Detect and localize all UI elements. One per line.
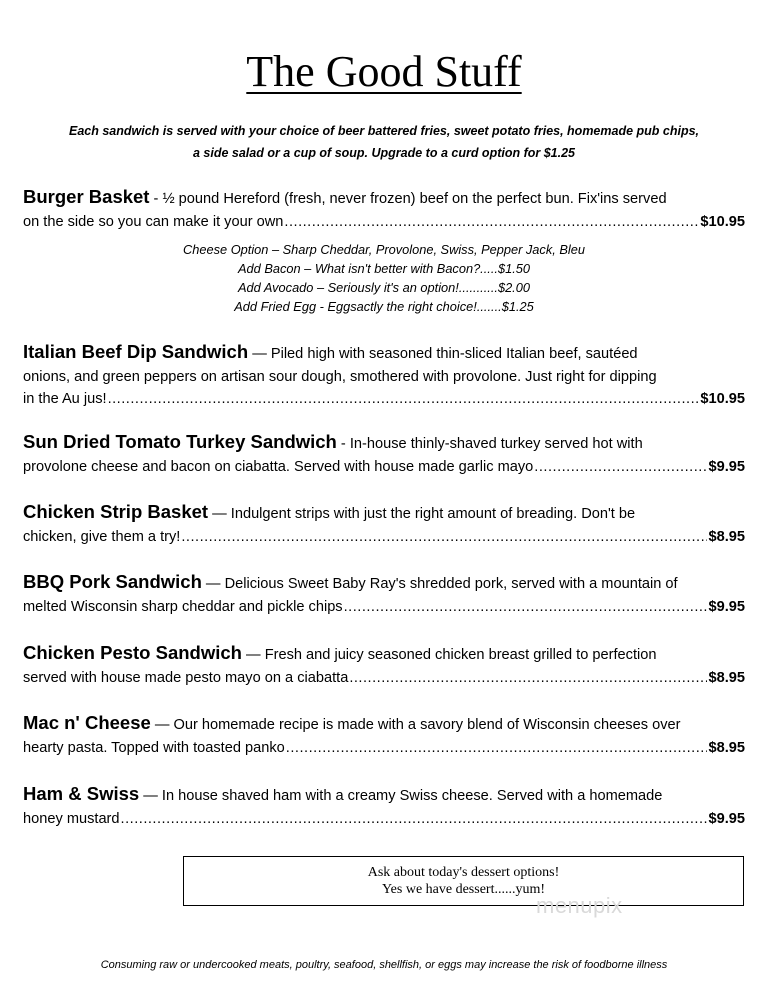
item-price: $8.95 — [708, 739, 745, 756]
item-name: Chicken Strip Basket — [23, 501, 209, 522]
menu-item-burger-basket — [23, 186, 745, 233]
item-price: $9.95 — [708, 458, 745, 475]
item-description: Piled high with seasoned thin-sliced Italian beef, sautéed — [270, 346, 638, 362]
menu-item-mac-n-cheese — [23, 712, 745, 759]
item-separator: - — [336, 436, 350, 452]
menu-item-bbq-pork-sandwich — [23, 571, 745, 618]
item-description-end: on the side so you can make it your own — [23, 213, 284, 230]
item-price: $8.95 — [708, 528, 745, 545]
item-description: In-house thinly-shaved turkey served hot with — [349, 436, 643, 452]
leader-dots — [344, 596, 708, 619]
item-separator: — — [248, 346, 271, 362]
sides-note-line-1: Each sandwich is served with your choice of beer battered fries, sweet potato fries, homemade pub chips, — [68, 124, 700, 138]
leader-dots — [108, 388, 700, 411]
item-name: Sun Dried Tomato Turkey Sandwich — [23, 431, 337, 452]
item-price: $10.95 — [700, 391, 745, 407]
item-description-mid: onions, and green peppers on artisan sour dough, smothered with provolone. Just right for dipping — [23, 368, 657, 385]
leader-dots — [284, 211, 699, 234]
leader-dots — [349, 667, 707, 690]
item-separator: - — [149, 191, 163, 207]
leader-dots — [534, 456, 707, 479]
item-description: In house shaved ham with a creamy Swiss cheese. Served with a homemade — [161, 788, 663, 804]
menu-title-text: The Good Stuff — [246, 47, 522, 96]
sides-note — [0, 120, 768, 164]
item-name: Burger Basket — [23, 186, 150, 207]
item-name: Ham & Swiss — [23, 783, 140, 804]
item-name: BBQ Pork Sandwich — [23, 571, 202, 592]
menu-item-chicken-pesto-sandwich — [23, 642, 745, 689]
item-description: ½ pound Hereford (fresh, never frozen) beef on the perfect bun. Fix'ins served — [162, 191, 667, 207]
menu-item-italian-beef-dip — [23, 341, 745, 411]
dessert-line-1: Ask about today's dessert options! — [367, 865, 560, 880]
avocado-option: Add Avocado – Seriously it's an option!...........$2.00 — [238, 280, 530, 295]
item-price: $10.95 — [700, 213, 745, 230]
item-price: $8.95 — [708, 669, 745, 686]
burger-options — [0, 240, 768, 316]
item-description-end: served with house made pesto mayo on a ciabatta — [23, 669, 349, 686]
leader-dots — [286, 737, 708, 760]
item-description: Indulgent strips with just the right amount of breading. Don't be — [230, 506, 636, 522]
item-separator: — — [208, 506, 231, 522]
bacon-option: Add Bacon – What isn't better with Bacon?.....$1.50 — [238, 261, 530, 276]
item-description-end: hearty pasta. Topped with toasted panko — [23, 739, 285, 756]
item-separator: — — [139, 788, 162, 804]
egg-option: Add Fried Egg - Eggsactly the right choice!.......$1.25 — [234, 299, 534, 314]
item-description-end: chicken, give them a try! — [23, 528, 181, 545]
item-price: $9.95 — [708, 598, 745, 615]
leader-dots — [181, 526, 707, 549]
menu-item-turkey-sandwich — [23, 431, 745, 478]
item-separator: — — [201, 576, 225, 592]
menu-title — [0, 46, 768, 98]
item-description: Our homemade recipe is made with a savory blend of Wisconsin cheeses over — [173, 717, 681, 733]
menupix-watermark: menupix — [536, 893, 623, 918]
sides-note-line-2: a side salad or a cup of soup. Upgrade to a curd option for $1.25 — [192, 146, 575, 160]
menu-item-ham-and-swiss — [23, 783, 745, 830]
item-description-end: melted Wisconsin sharp cheddar and pickle chips — [23, 598, 343, 615]
item-description-end: provolone cheese and bacon on ciabatta. Served with house made garlic mayo — [23, 458, 534, 475]
leader-dots — [121, 808, 708, 831]
food-safety-disclaimer: Consuming raw or undercooked meats, poultry, seafood, shellfish, or eggs may increase the risk of foodborne illness — [100, 959, 668, 971]
item-description-end: honey mustard — [23, 810, 120, 827]
item-price: $9.95 — [708, 810, 745, 827]
dessert-line-2: Yes we have dessert......yum! — [381, 882, 546, 897]
item-name: Italian Beef Dip Sandwich — [23, 341, 249, 362]
item-separator: — — [150, 717, 174, 733]
item-name: Chicken Pesto Sandwich — [23, 642, 242, 663]
item-name: Mac n' Cheese — [23, 712, 151, 733]
item-description: Fresh and juicy seasoned chicken breast grilled to perfection — [264, 647, 657, 663]
dessert-box — [183, 856, 744, 906]
menu-item-chicken-strip-basket — [23, 501, 745, 548]
cheese-option: Cheese Option – Sharp Cheddar, Provolone, Swiss, Pepper Jack, Bleu — [183, 242, 585, 257]
item-description-end: in the Au jus! — [23, 391, 107, 407]
item-separator: — — [241, 647, 265, 663]
item-description: Delicious Sweet Baby Ray's shredded pork, served with a mountain of — [224, 576, 678, 592]
